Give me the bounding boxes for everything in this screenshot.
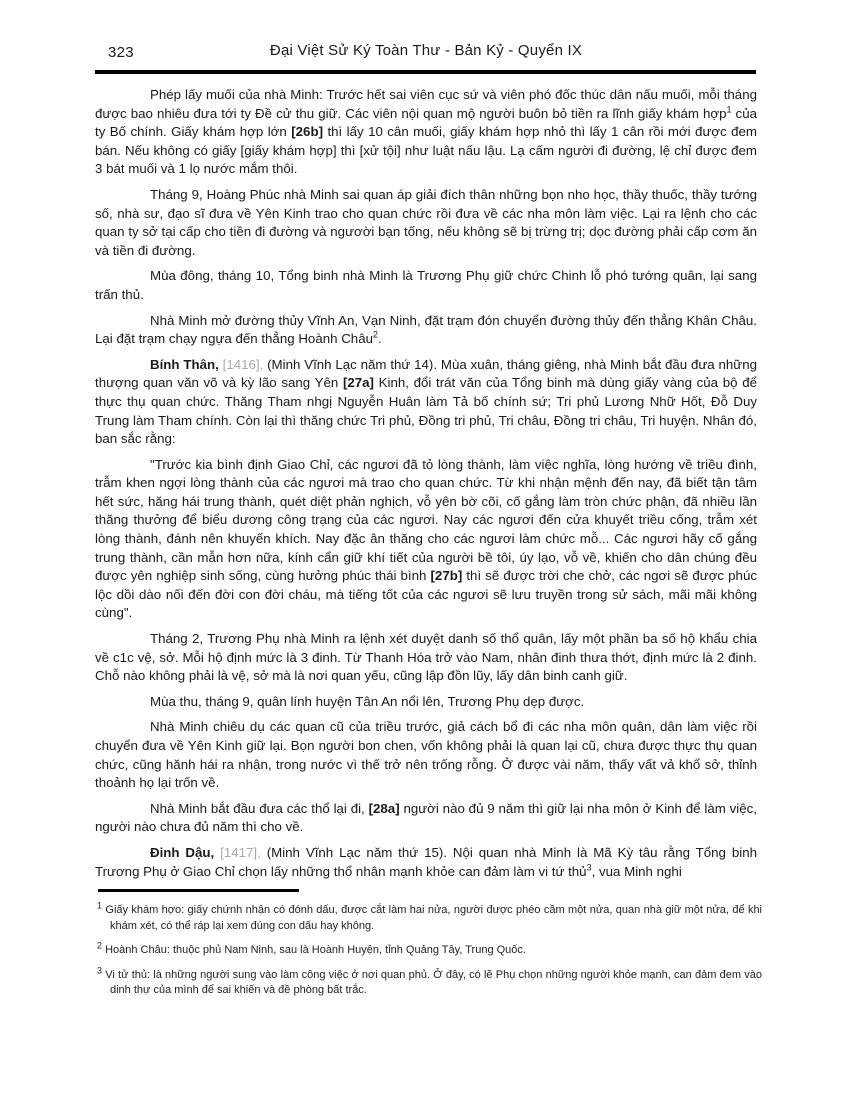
footnotes xyxy=(97,900,762,1008)
paragraph xyxy=(95,356,757,449)
text-run: Nhà Minh chiêu dụ các quan cũ của triều trước, giả cách bổ đi các nha môn quân, dân làm việc rồi chuyển đưa về Yên Kinh giữ lại. Bọn người bon chen, vốn không phải là quan lại cũ, chưa được thực thụ quan chức, cũng hănh hái ra nhận, trong nước vì thế trở nên trống rỗng. Ở được vài năm, thấy vất vả khổ sở, thỉnh thoảnh họ lại trốn về. xyxy=(95,719,757,791)
paragraph xyxy=(95,267,757,304)
text-run: Kinh, đổi trát văn của Tổng binh mà dùng giấy vàng của bộ để thực thụ quan chức. Thăng Tham nhgị Nguyễn Huân làm Tả bố chính sứ; Tri phủ Lương Nhữ Hốt, Đỗ Duy Trung làm Tham chính. Còn lại thì thăng chức Tri phủ, Đồng tri phủ, Tri châu, Đồng tri châu, Tri huyện. Nhân đó, ban sắc rằng: xyxy=(95,375,757,447)
text-run: [1417], xyxy=(214,844,261,860)
paragraph xyxy=(95,844,757,881)
text-run: người nào đủ 9 năm thì giữ lại nha môn ở Kinh để làm việc, người nào chưa đủ năm thì cho về. xyxy=(95,800,757,835)
text-run: , vua Minh nghi xyxy=(591,863,682,879)
text-run: Nhà Minh mở đường thủy Vĩnh An, Vạn Ninh, đặt trạm đón chuyển đường thủy đến thẳng Khân Châu. Lại đặt trạm chạy ngựa đến thẳng Hoành Châu xyxy=(95,312,757,347)
text-run: [27a] xyxy=(342,375,374,391)
footnote-separator-rule xyxy=(98,889,299,892)
paragraph xyxy=(95,630,757,686)
paragraph xyxy=(95,718,757,792)
footnote-ref: 3 xyxy=(586,862,592,873)
footnote-marker: 2 xyxy=(97,940,103,951)
footnote-text: Vi tử thủ: là những người sung vào làm công việc ở nơi quan phủ. Ở đây, có lẽ Phụ chọn những người khỏe mạnh, can đảm đem vào dinh thự của mình để sai khiến và đề phòng bất trắc. xyxy=(102,968,762,996)
footnote-item xyxy=(97,940,762,959)
text-run: . xyxy=(378,331,382,347)
text-run: [1416], xyxy=(218,356,264,372)
text-run: Tháng 2, Trương Phụ nhà Minh ra lệnh xét duyệt danh số thổ quân, lấy một phần ba số hộ khẩu chia về c1c vệ, sở. Mỗi hộ định mức là 3 đinh. Từ Thanh Hóa trở vào Nam, nhân đinh thưa thớt, định mức là 2 đinh. Chỗ nào không phải là vệ, sở mà là nơi quan yếu, cũng lập đồn lũy, lấy dân binh canh giữ. xyxy=(95,631,757,684)
text-run: [26b] xyxy=(291,124,324,140)
paragraph xyxy=(95,312,757,349)
footnote-item xyxy=(97,964,762,999)
footnote-item xyxy=(97,900,762,934)
text-run: (Minh Vĩnh Lạc năm thứ 14). Mùa xuân, tháng giêng, nhà Minh bắt đầu đưa những thượng quan văn võ và kỳ lão sang Yên xyxy=(95,356,757,391)
paragraph xyxy=(95,693,757,712)
page-number: 323 xyxy=(108,44,134,61)
footnote-ref: 2 xyxy=(372,329,378,340)
paragraph xyxy=(95,456,757,623)
text-run: Đinh Dậu, xyxy=(150,844,215,860)
footnote-marker: 3 xyxy=(97,964,103,975)
text-run: Mùa thu, tháng 9, quân lính huyện Tân An nổi lên, Trương Phụ dẹp được. xyxy=(150,693,585,709)
text-run: Bính Thân, xyxy=(150,356,219,372)
text-run: Mùa đông, tháng 10, Tổng binh nhà Minh là Trương Phụ giữ chức Chinh lỗ phó tướng quân, lại sang trấn thủ. xyxy=(95,268,757,302)
footnote-text: Giấy khám hợo: giấy chứnh nhận có đónh dấu, được cắt làm hai nửa, người được phéo cầm một nửa, quan nhà giữ một nửa, để khi khám xét, có thể ráp lại xem đúng con dấu hay không. xyxy=(102,904,762,932)
footnote-text: Hoành Châu: thuộc phủ Nam Ninh, sau là Hoành Huyện, tỉnh Quảng Tây, Trung Quốc. xyxy=(102,944,526,956)
text-run: của ty Bố chính. Giấy khám hợp lớn xyxy=(95,105,757,140)
paragraph xyxy=(95,86,757,179)
text-run: [27b] xyxy=(430,568,463,584)
page-title: Đại Việt Sử Ký Toàn Thư - Bản Kỷ - Quyển IX xyxy=(269,42,583,59)
footnote-ref: 1 xyxy=(726,104,732,115)
body-paragraphs xyxy=(95,86,757,888)
page-header xyxy=(95,42,757,66)
text-run: thì lấy 10 cân muối, giấy khám hợp nhỏ thì lấy 1 cân rồi mới được đem bán. Nếu không có giấy [giấy khám hợp] thì [xử tội] như luật nấu lậu. Lạ cấm người đi đường, lệ chỉ được đem 3 bát muối và 1 lọ nước mắm thôi. xyxy=(95,124,758,177)
text-run: [28a] xyxy=(368,800,400,816)
text-run: (Minh Vĩnh Lạc năm thứ 15). Nội quan nhà Minh là Mã Kỳ tâu rằng Tổng binh Trương Phụ ở Giao Chỉ chọn lấy những thổ nhân mạnh khỏe can đảm làm vi tứ thủ xyxy=(95,844,757,879)
paragraph xyxy=(95,800,757,837)
text-run: Phép lấy muối của nhà Minh: Trước hết sai viên cục sứ và viên phó đốc thúc dân nấu muối, mỗi tháng được bao nhiêu đưa tới ty Đề cử thu giữ. Các viên nội quan mộ người buôn bỏ tiền ra lĩnh giấy khám hợp xyxy=(95,87,757,121)
paragraph xyxy=(95,186,757,260)
text-run: thì sẽ được trời che chở, các ngơi sẽ được phúc lộc dồi dào nối đến đời con đời cháu, mà tiếng tốt của các ngươi sẽ lưu truyền trong sử sách, mãi mãi không cùng". xyxy=(95,568,757,621)
header-rule xyxy=(95,70,756,74)
footnote-marker: 1 xyxy=(97,900,103,911)
text-run: Tháng 9, Hoàng Phúc nhà Minh sai quan áp giải đích thân những bọn nho học, thầy thuốc, thầy tướng số, nhà sư, đạo sĩ đưa về Yên Kinh trao cho quan chức rồi đưa về các nha môn làm việc. Lại ra lệnh cho các quan ty sở tại cấp cho tiền đi đường và ngươời bạn tống, nếu không sẽ bị trừng trị; dọc đường phải cấp cơm ăn và tiền đi đường. xyxy=(95,186,757,258)
text-run: Nhà Minh bắt đầu đưa các thổ lại đi, xyxy=(150,800,369,816)
text-run: "Trước kia bình định Giao Chỉ, các ngươi đã tỏ lòng thành, làm việc nghĩa, lòng hướng về triều đình, trẫm khen ngợi lòng thành của các ngươi mà trao cho quan chức. Từ khi nhận mệnh đến nay, đã biết tận tâm hết sức, hăng hái trung thành, quét diệt phản nghịch, vỗ yên bờ cõi, cố gắng làm tròn chức phận, đã nhiều lần thăng thưởng để biểu dương công trạng của các ngươi. Nay các ngươi đến cửa khuyết triều cống, trẫm xét lòng thành, đánh nên khuyến khích. Nay đặc ân thăng cho các ngươi làm chức mỗ... Các ngươi hãy cố gắng trung thành, cần mẫn hơn nữa, kính cẩn giữ khí tiết của người bề tôi, úy lạo, vỗ về, khiến cho dân chúng đều được yên nghiệp sinh sống, cùng hưởng phúc thái bình xyxy=(95,456,757,584)
